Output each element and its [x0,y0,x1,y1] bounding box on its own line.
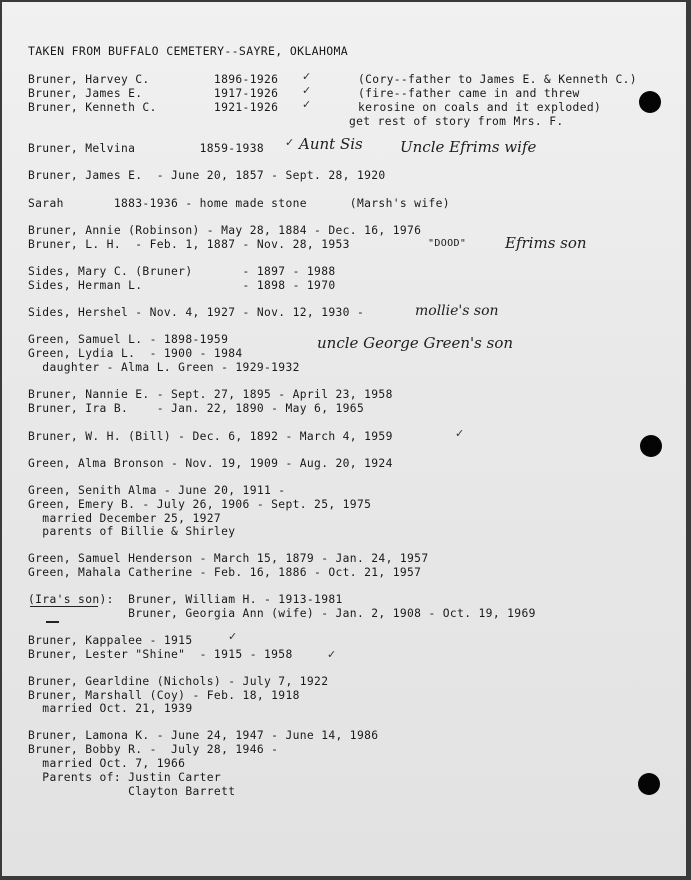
check-mark-icon: ✓ [455,427,465,440]
handwritten-mollies-son: mollie's son [415,303,499,319]
entry-harvey: Bruner, Harvey C. 1896-1926 [28,73,279,86]
note-cory: (Cory--father to James E. & Kenneth C.) [358,73,637,86]
entry-georgia-ann: Bruner, Georgia Ann (wife) - Jan. 2, 1908 - Oct. 19, 1969 [28,607,536,620]
entry-samuel-green: Green, Samuel L. - 1898-1959 [28,333,229,346]
entry-james-1917: Bruner, James E. 1917-1926 [28,87,279,100]
check-mark-icon: ✓ [228,630,238,643]
entry-lamona: Bruner, Lamona K. - June 24, 1947 - June 14, 1986 [28,729,379,742]
entry-married-1927: married December 25, 1927 [28,512,222,525]
entry-lydia-green: Green, Lydia L. - 1900 - 1984 [28,347,243,360]
entry-william-h: (Ira's son): Bruner, William H. - 1913-1981 [28,593,343,606]
handwritten-aunt-sis: Aunt Sis [299,135,363,153]
note-kerosine: kerosine on coals and it exploded) [358,101,602,114]
entry-james-1857: Bruner, James E. - June 20, 1857 - Sept. 28, 1920 [28,169,386,182]
entry-alma-daughter: daughter - Alma L. Green - 1929-1932 [28,361,300,374]
entry-married-1939: married Oct. 21, 1939 [28,702,193,715]
punch-hole-middle [640,435,662,457]
entry-mary-sides: Sides, Mary C. (Bruner) - 1897 - 1988 [28,265,336,278]
handwritten-uncle-george: uncle George Green's son [317,334,514,352]
entry-wh-bill: Bruner, W. H. (Bill) - Dec. 6, 1892 - March 4, 1959 [28,430,393,443]
check-mark-icon: ✓ [302,70,312,83]
handwritten-efrims-son: Efrims son [505,234,587,252]
document-title: TAKEN FROM BUFFALO CEMETERY--SAYRE, OKLAHOMA [28,44,349,58]
entry-sarah: Sarah 1883-1936 - home made stone (Marsh's wife) [28,197,450,210]
entry-gearldine: Bruner, Gearldine (Nichols) - July 7, 1922 [28,675,329,688]
entry-married-1966: married Oct. 7, 1966 [28,757,186,770]
nickname-dood: "DOOD" [428,238,467,249]
check-mark-icon: ✓ [302,98,312,111]
entry-parents-billie: parents of Billie & Shirley [28,525,236,538]
entry-herman-sides: Sides, Herman L. - 1898 - 1970 [28,279,336,292]
entry-marshall: Bruner, Marshall (Coy) - Feb. 18, 1918 [28,689,300,702]
entry-clayton: Clayton Barrett [28,785,236,798]
punch-hole-top [639,91,661,113]
entry-kenneth: Bruner, Kenneth C. 1921-1926 [28,101,279,114]
entry-kappalee: Bruner, Kappalee - 1915 [28,634,193,647]
entry-bobby: Bruner, Bobby R. - July 28, 1946 - [28,743,279,756]
entry-lh: Bruner, L. H. - Feb. 1, 1887 - Nov. 28, 1953 [28,238,350,251]
entry-samuel-henderson: Green, Samuel Henderson - March 15, 1879 - Jan. 24, 1957 [28,552,429,565]
note-fire: (fire--father came in and threw [358,87,580,100]
entry-mahala: Green, Mahala Catherine - Feb. 16, 1886 - Oct. 21, 1957 [28,566,422,579]
handwritten-uncle-efrims-wife: Uncle Efrims wife [400,138,537,156]
underline-ira-son [30,606,98,607]
check-mark-icon: ✓ [302,84,312,97]
check-mark-icon: ✓ [285,136,295,149]
punch-hole-bottom [638,773,660,795]
entry-annie: Bruner, Annie (Robinson) - May 28, 1884 - Dec. 16, 1976 [28,224,422,237]
entry-emery: Green, Emery B. - July 26, 1906 - Sept. 25, 1975 [28,498,372,511]
entry-alma-bronson: Green, Alma Bronson - Nov. 19, 1909 - Aug. 20, 1924 [28,457,393,470]
entry-ira: Bruner, Ira B. - Jan. 22, 1890 - May 6, 1965 [28,402,365,415]
entry-senith: Green, Senith Alma - June 20, 1911 - [28,484,286,497]
scanned-document-page [2,2,686,876]
check-mark-icon: ✓ [327,648,337,661]
entry-parents-of: Parents of: Justin Carter [28,771,222,784]
entry-nannie: Bruner, Nannie E. - Sept. 27, 1895 - April 23, 1958 [28,388,393,401]
entry-lester: Bruner, Lester "Shine" - 1915 - 1958 [28,648,293,661]
note-story: get rest of story from Mrs. F. [349,115,564,128]
dash-mark [46,621,59,623]
entry-hershel-sides: Sides, Hershel - Nov. 4, 1927 - Nov. 12, 1930 - [28,306,365,319]
entry-melvina: Bruner, Melvina 1859-1938 [28,142,264,155]
